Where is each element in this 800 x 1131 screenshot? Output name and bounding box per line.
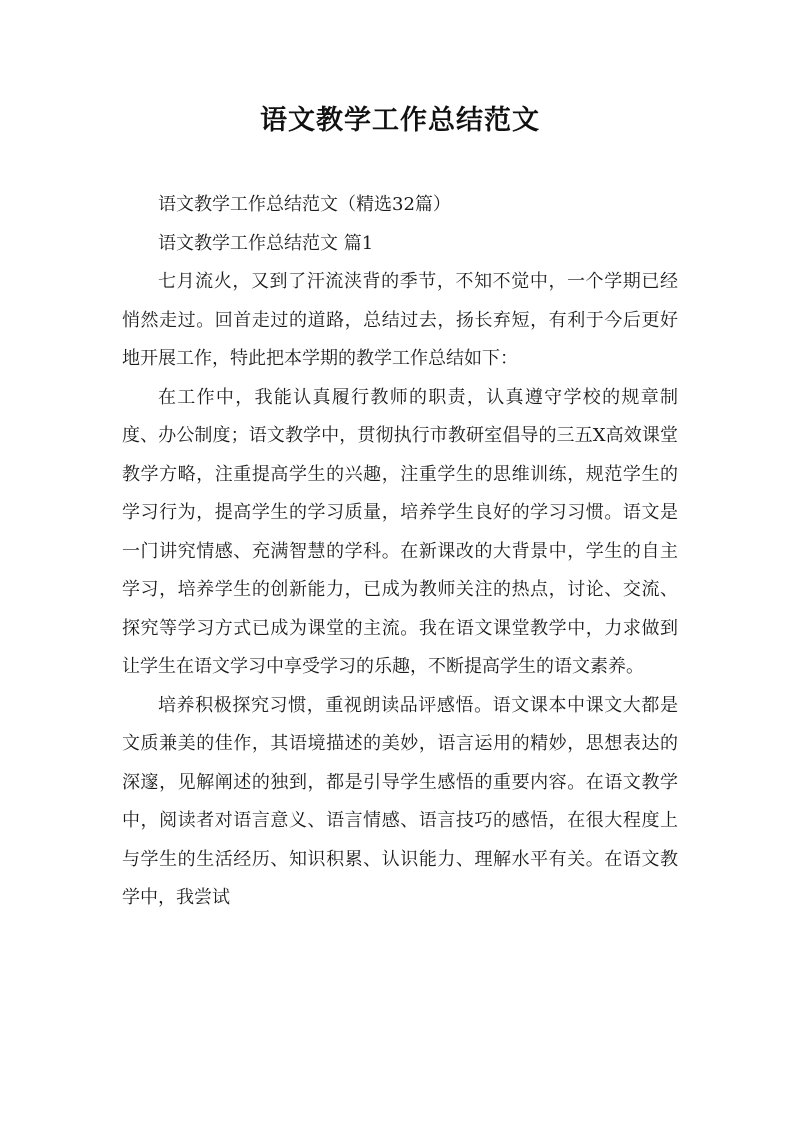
paragraph: 培养积极探究习惯，重视朗读品评感悟。语文课本中课文大都是文质兼美的佳作，其语境描述的美妙，语言运用的精妙，思想表达的深邃，见解阐述的独到，都是引导学生感悟的重要内容。在语文教学中，阅读者对语言意义、语言情感、语言技巧的感悟，在很大程度上与学生的生活经历、知识积累、认识能力、理解水平有关。在语文教学中，我尝试: [122, 694, 678, 908]
paragraph: 七月流火，又到了汗流浃背的季节，不知不觉中，一个学期已经悄然走过。回首走过的道路，总结过去，扬长弃短，有利于今后更好地开展工作，特此把本学期的教学工作总结如下：: [122, 271, 678, 369]
document-title: 语文教学工作总结范文: [260, 105, 540, 136]
document-body: [122, 186, 678, 918]
paragraph-subtitle: 语文教学工作总结范文（精选32篇）: [158, 194, 451, 215]
paragraph: 在工作中，我能认真履行教师的职责，认真遵守学校的规章制度、办公制度；语文教学中，贯彻执行市教研室倡导的三五X高效课堂教学方略，注重提高学生的兴趣，注重学生的思维训练，规范学生的学习行为，提高学生的学习质量，培养学生良好的学习习惯。语文是一门讲究情感、充满智慧的学科。在新课改的大背景中，学生的自主学习，培养学生的创新能力，已成为教师关注的热点，讨论、交流、探究等学习方式已成为课堂的主流。我在语文课堂教学中，力求做到让学生在语文学习中享受学习的乐趣，不断提高学生的语文素养。: [122, 386, 678, 677]
paragraph-section-heading: 语文教学工作总结范文 篇1: [158, 232, 374, 254]
